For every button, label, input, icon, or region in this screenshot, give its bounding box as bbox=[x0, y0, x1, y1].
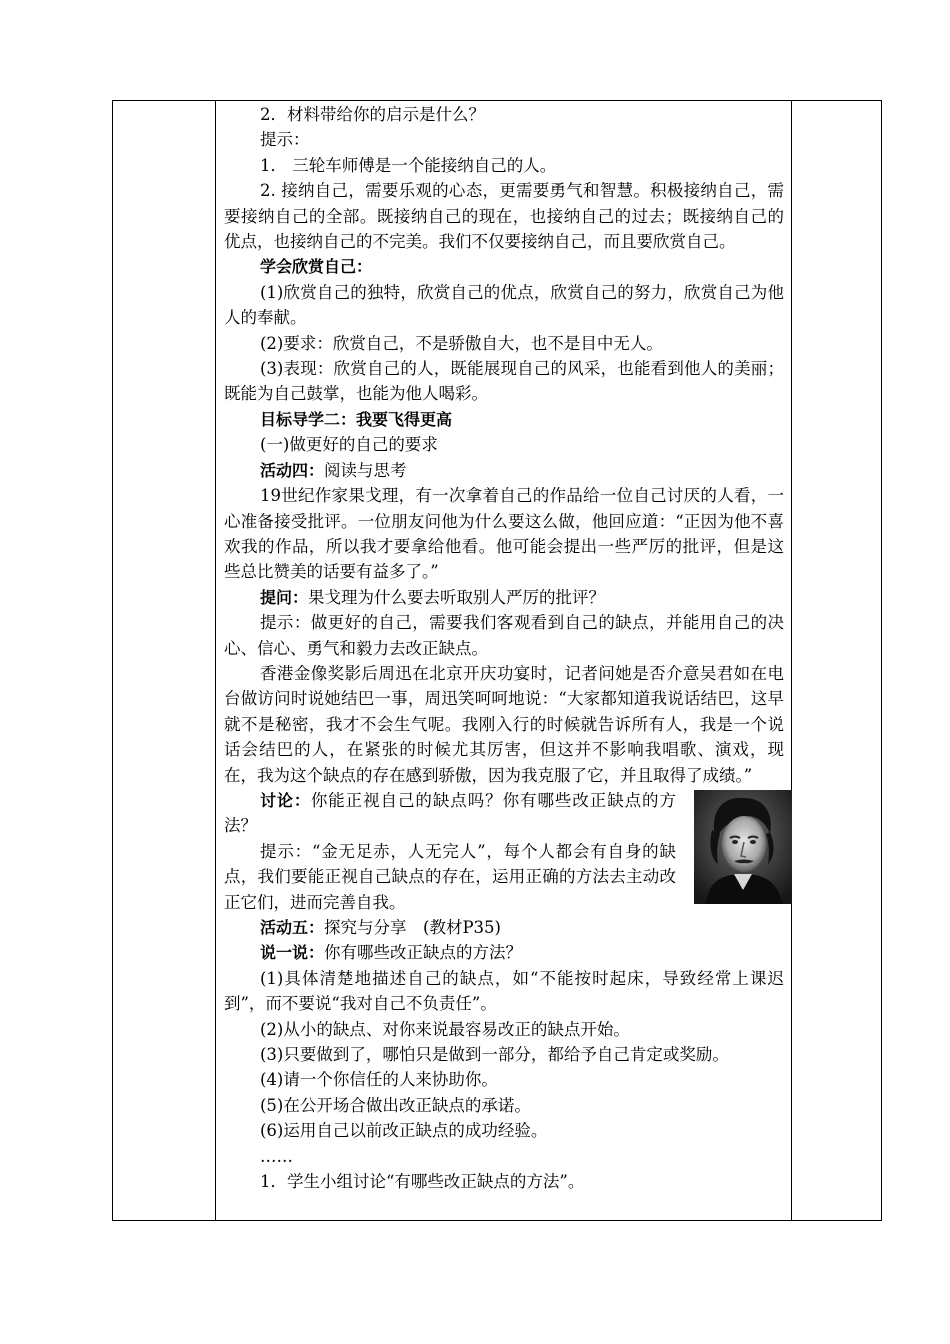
method-6: (6)运用自己以前改正缺点的成功经验。 bbox=[260, 1121, 548, 1141]
discussion bbox=[224, 788, 676, 839]
portrait-drawing bbox=[694, 790, 792, 904]
zhou-xun-story: 香港金像奖影后周迅在北京开庆功宴时，记者问她是否介意吴君如在电台做访问时说她结巴一事，周迅笑呵呵地说：“大家都知道我说话结巴，这早就不是秘密，我才不会生气呢。我刚入行的时候就告诉所有人，我是一个说话会结巴的人，在紧张的时候尤其厉害，但这并不影响我唱歌、演戏，现在，我为这个缺点的存在感到骄傲，因为我克服了它，并且取得了成绩。” bbox=[224, 663, 784, 785]
gogol-portrait-image bbox=[694, 790, 792, 904]
activity-4 bbox=[224, 458, 784, 483]
say-text: 你有哪些改正缺点的方法？ bbox=[324, 943, 523, 963]
hint-4: 提示：“金无足赤，人无完人”，每个人都会有自身的缺点，我们要能正视自己缺点的存在，运用正确的方法去主动改正它们，进而完善自我。 bbox=[224, 841, 676, 912]
activity-5-label: 活动五： bbox=[260, 918, 325, 937]
hint-1: 1． 三轮车师傅是一个能接纳自己的人。 bbox=[260, 155, 557, 175]
question-label: 提问： bbox=[260, 587, 309, 607]
method-5: (5)在公开场合做出改正缺点的承诺。 bbox=[260, 1095, 531, 1115]
column-divider-right bbox=[791, 101, 792, 1220]
question-2: 2．材料带给你的启示是什么？ bbox=[260, 105, 485, 124]
appreciate-point-3: (3)表现：欣赏自己的人，既能展现自己的风采，也能看到他人的美丽；既能为自己鼓掌，也能为他人喝彩。 bbox=[224, 359, 784, 404]
question-text: 果戈理为什么要去听取别人严厉的批评？ bbox=[308, 587, 606, 607]
activity-5 bbox=[224, 915, 784, 940]
appreciate-heading: 学会欣赏自己： bbox=[260, 257, 373, 277]
discussion-block bbox=[224, 788, 784, 915]
say-label: 说一说： bbox=[260, 943, 325, 963]
method-1: (1)具体清楚地描述自己的缺点，如“不能按时起床，导致经常上课迟到”，而不要说“我对自己不负责任”。 bbox=[224, 968, 784, 1014]
goal-2-subheading: (一)做更好的自己的要求 bbox=[260, 435, 438, 455]
method-2: (2)从小的缺点、对你来说最容易改正的缺点开始。 bbox=[260, 1019, 630, 1039]
activity-4-label: 活动四： bbox=[260, 460, 325, 480]
activity-5-text: 探究与分享 (教材P35) bbox=[324, 918, 501, 937]
method-3: (3)只要做到了，哪怕只是做到一部分，都给予自己肯定或奖励。 bbox=[260, 1045, 729, 1065]
discussion-label: 讨论： bbox=[260, 790, 311, 810]
hint-label: 提示： bbox=[260, 130, 310, 150]
group-discussion-step: 1．学生小组讨论“有哪些改正缺点的方法”。 bbox=[260, 1172, 585, 1192]
method-4: (4)请一个你信任的人来协助你。 bbox=[260, 1070, 498, 1090]
appreciate-point-2: (2)要求：欣赏自己，不是骄傲自大，也不是目中无人。 bbox=[260, 333, 663, 353]
hint-2: 2. 接纳自己，需要乐观的心态，更需要勇气和智慧。积极接纳自己，需要接纳自己的全部。既接纳自己的现在，也接纳自己的过去；既接纳自己的优点，也接纳自己的不完美。我们不仅要接纳自己，而且要欣赏自己。 bbox=[224, 181, 784, 252]
say-prompt bbox=[224, 940, 784, 965]
gogol-story: 19世纪作家果戈理，有一次拿着自己的作品给一位自己讨厌的人看，一心准备接受批评。一位朋友问他为什么要这么做，他回应道：“正因为他不喜欢我的作品，所以我才要拿给他看。他可能会提出一些严厉的批评，但是这些总比赞美的话要有益多了。” bbox=[224, 486, 784, 582]
goal-2-heading: 目标导学二：我要飞得更高 bbox=[260, 409, 453, 429]
question bbox=[224, 585, 784, 610]
column-divider-left bbox=[215, 101, 216, 1220]
lesson-content bbox=[224, 102, 784, 1194]
hint-3: 提示：做更好的自己，需要我们客观看到自己的缺点，并能用自己的决心、信心、勇气和毅力去改正缺点。 bbox=[224, 613, 784, 658]
discussion-text: 你能正视自己的缺点吗？你有哪些改正缺点的方法？ bbox=[224, 790, 676, 836]
ellipsis: …… bbox=[260, 1146, 293, 1166]
activity-4-text: 阅读与思考 bbox=[324, 460, 407, 480]
appreciate-point-1: (1)欣赏自己的独特，欣赏自己的优点，欣赏自己的努力，欣赏自己为他人的奉献。 bbox=[224, 282, 784, 328]
